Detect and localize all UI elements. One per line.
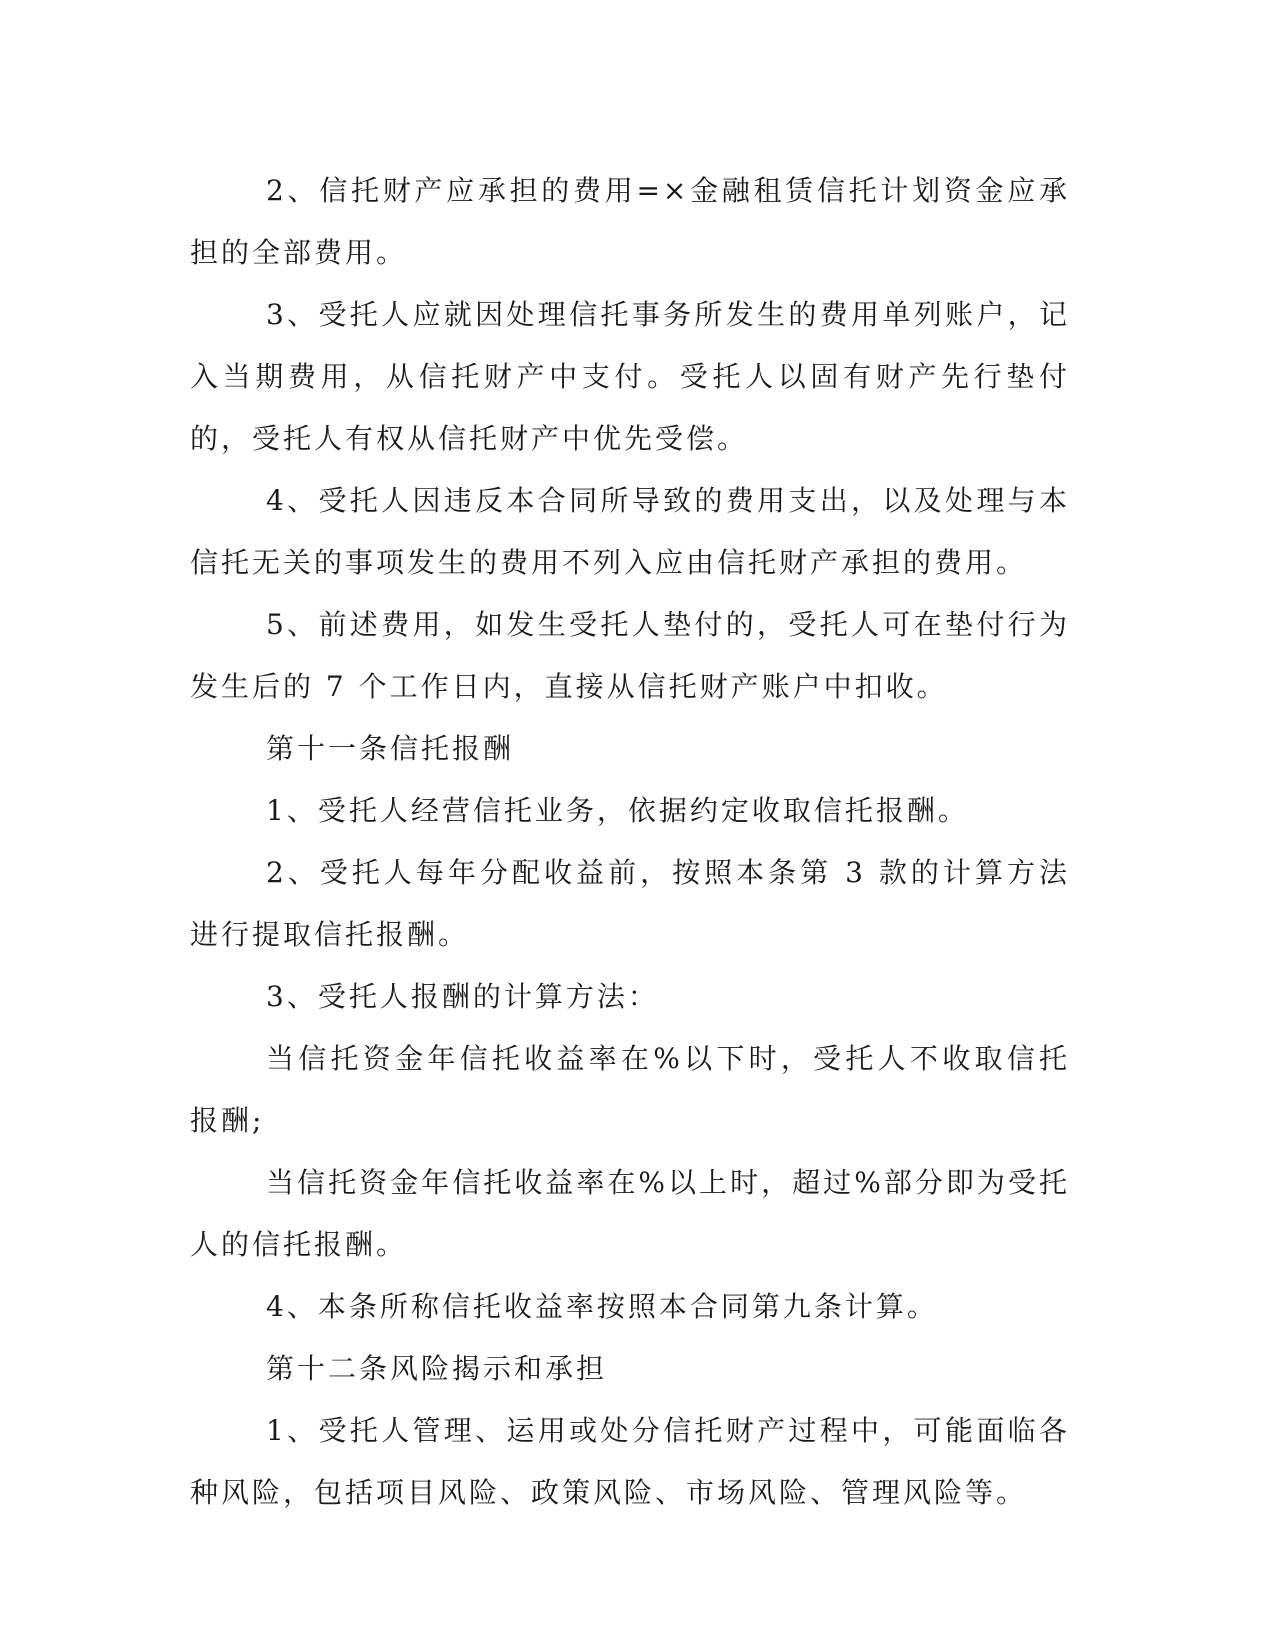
paragraph-risk-1: 1、受托人管理、运用或处分信托财产过程中，可能面临各种风险，包括项目风险、政策风险、市场风险、管理风险等。 (190, 1414, 1070, 1509)
paragraph-fee-below-threshold: 当信托资金年信托收益率在%以下时，受托人不收取信托报酬; (190, 1042, 1070, 1137)
paragraph-fee-3: 3、受托人报酬的计算方法： (266, 980, 659, 1013)
paragraph-expense-4: 4、受托人因违反本合同所导致的费用支出，以及处理与本信托无关的事项发生的费用不列入应由信托财产承担的费用。 (190, 484, 1070, 579)
paragraph-expense-3: 3、受托人应就因处理信托事务所发生的费用单列账户，记入当期费用，从信托财产中支付。受托人以固有财产先行垫付的，受托人有权从信托财产中优先受偿。 (190, 298, 1070, 455)
section-heading-article-12: 第十二条风险揭示和承担 (266, 1352, 608, 1385)
paragraph-expense-2: 2、信托财产应承担的费用=×金融租赁信托计划资金应承担的全部费用。 (190, 174, 1070, 269)
paragraph-fee-1: 1、受托人经营信托业务，依据约定收取信托报酬。 (266, 794, 969, 827)
paragraph-fee-4: 4、本条所称信托收益率按照本合同第九条计算。 (266, 1290, 938, 1323)
section-heading-article-11: 第十一条信托报酬 (266, 732, 515, 765)
document-body (190, 160, 1070, 1524)
paragraph-fee-2: 2、受托人每年分配收益前，按照本条第 3 款的计算方法进行提取信托报酬。 (190, 856, 1070, 951)
paragraph-expense-5: 5、前述费用，如发生受托人垫付的，受托人可在垫付行为发生后的 7 个工作日内，直接从信托财产账户中扣收。 (190, 608, 1070, 703)
paragraph-fee-above-threshold: 当信托资金年信托收益率在%以上时，超过%部分即为受托人的信托报酬。 (190, 1166, 1070, 1261)
